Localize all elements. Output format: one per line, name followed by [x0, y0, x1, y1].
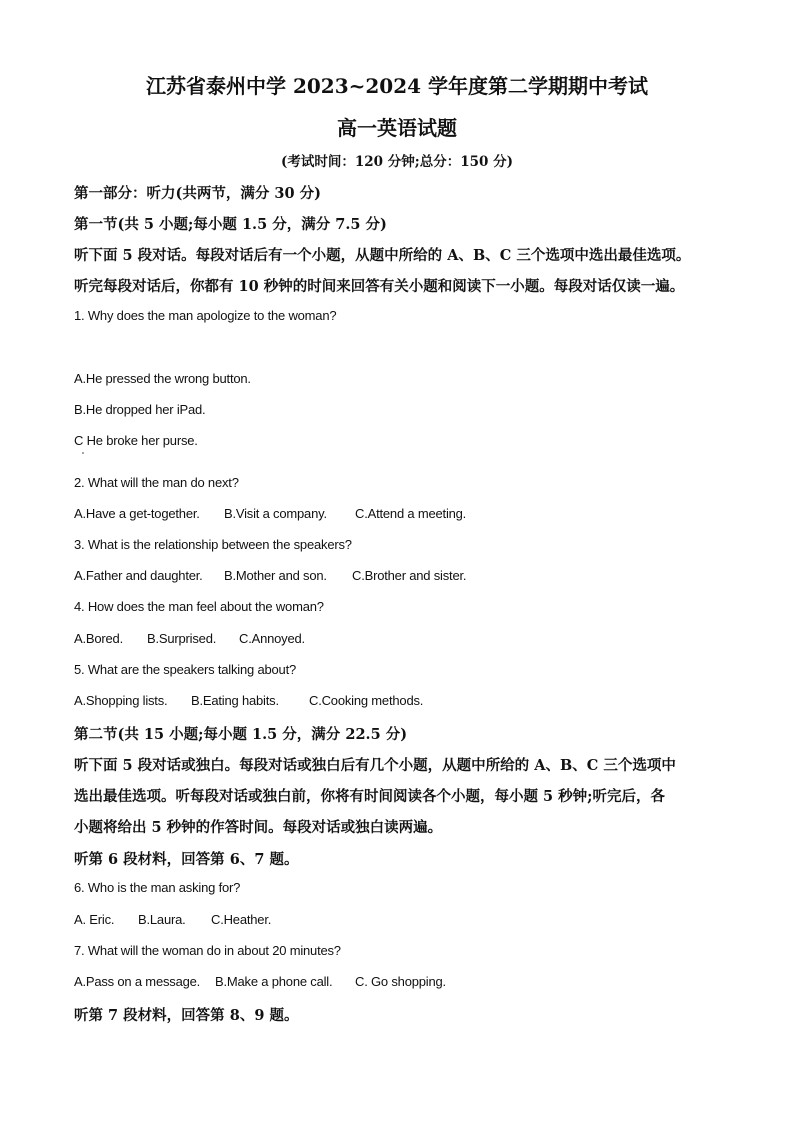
- question-5-option-c: C.Cooking methods.: [309, 693, 424, 708]
- question-4: 4. How does the man feel about the woman?: [74, 599, 324, 614]
- question-6-option-c: C.Heather.: [211, 912, 272, 927]
- part1-heading: 第一部分：听力(共两节，满分 30 分): [74, 185, 321, 202]
- question-4-options: [74, 631, 305, 646]
- section2-instruction-2: 选出最佳选项。听每段对话或独白前，你将有时间阅读各个小题，每小题 5 秒钟;听完后，各: [74, 788, 666, 805]
- section1-instruction-1: 听下面 5 段对话。每段对话后有一个小题，从题中所给的 A、B、C 三个选项中选出最佳选项。: [74, 247, 691, 264]
- section1-heading: 第一节(共 5 小题;每小题 1.5 分，满分 7.5 分): [74, 216, 387, 233]
- question-4-option-a: A.Bored.: [74, 631, 123, 646]
- question-2-options: [74, 506, 466, 521]
- question-1-option-b: B.He dropped her iPad.: [74, 402, 206, 417]
- question-7-option-a: A.Pass on a message.: [74, 974, 201, 989]
- stray-dot: [82, 452, 84, 454]
- question-3-option-a: A.Father and daughter.: [74, 568, 203, 583]
- question-7: 7. What will the woman do in about 20 minutes?: [74, 943, 341, 958]
- question-7-option-c: C. Go shopping.: [355, 974, 446, 989]
- question-6: 6. Who is the man asking for?: [74, 880, 241, 895]
- question-4-option-b: B.Surprised.: [147, 631, 217, 646]
- section2-instruction-1: 听下面 5 段对话或独白。每段对话或独白后有几个小题，从题中所给的 A、B、C 三个选项中: [74, 757, 676, 774]
- question-7-option-b: B.Make a phone call.: [215, 974, 333, 989]
- question-5-option-a: A.Shopping lists.: [74, 693, 168, 708]
- section1-instruction-2: 听完每段对话后，你都有 10 秒钟的时间来回答有关小题和阅读下一小题。每段对话仅读一遍。: [74, 278, 685, 295]
- question-2: 2. What will the man do next?: [74, 475, 239, 490]
- exam-title: 江苏省泰州中学 2023~2024 学年度第二学期期中考试: [145, 74, 648, 98]
- question-3-options: [74, 568, 466, 583]
- question-2-option-b: B.Visit a company.: [224, 506, 327, 521]
- question-1: 1. Why does the man apologize to the woman?: [74, 308, 337, 323]
- question-1-option-c: C He broke her purse.: [74, 433, 198, 448]
- question-4-option-c: C.Annoyed.: [239, 631, 305, 646]
- question-1-option-a: A.He pressed the wrong button.: [74, 371, 251, 386]
- material-7-heading: 听第 7 段材料，回答第 8、9 题。: [74, 1007, 299, 1024]
- question-3: 3. What is the relationship between the speakers?: [74, 537, 352, 552]
- question-6-option-b: B.Laura.: [138, 912, 186, 927]
- question-7-options: [74, 974, 446, 989]
- question-3-option-c: C.Brother and sister.: [352, 568, 467, 583]
- question-2-option-c: C.Attend a meeting.: [355, 506, 467, 521]
- question-5: 5. What are the speakers talking about?: [74, 662, 297, 677]
- exam-subtitle: 高一英语试题: [337, 116, 457, 140]
- question-5-option-b: B.Eating habits.: [191, 693, 279, 708]
- material-6-heading: 听第 6 段材料，回答第 6、7 题。: [74, 851, 299, 868]
- question-6-option-a: A. Eric.: [74, 912, 115, 927]
- question-5-options: [74, 693, 423, 708]
- section2-instruction-3: 小题将给出 5 秒钟的作答时间。每段对话或独白读两遍。: [74, 819, 443, 836]
- question-3-option-b: B.Mother and son.: [224, 568, 327, 583]
- exam-info: (考试时间：120 分钟;总分：150 分): [280, 154, 514, 170]
- question-6-options: [74, 912, 271, 927]
- question-2-option-a: A.Have a get-together.: [74, 506, 200, 521]
- section2-heading: 第二节(共 15 小题;每小题 1.5 分，满分 22.5 分): [74, 726, 408, 743]
